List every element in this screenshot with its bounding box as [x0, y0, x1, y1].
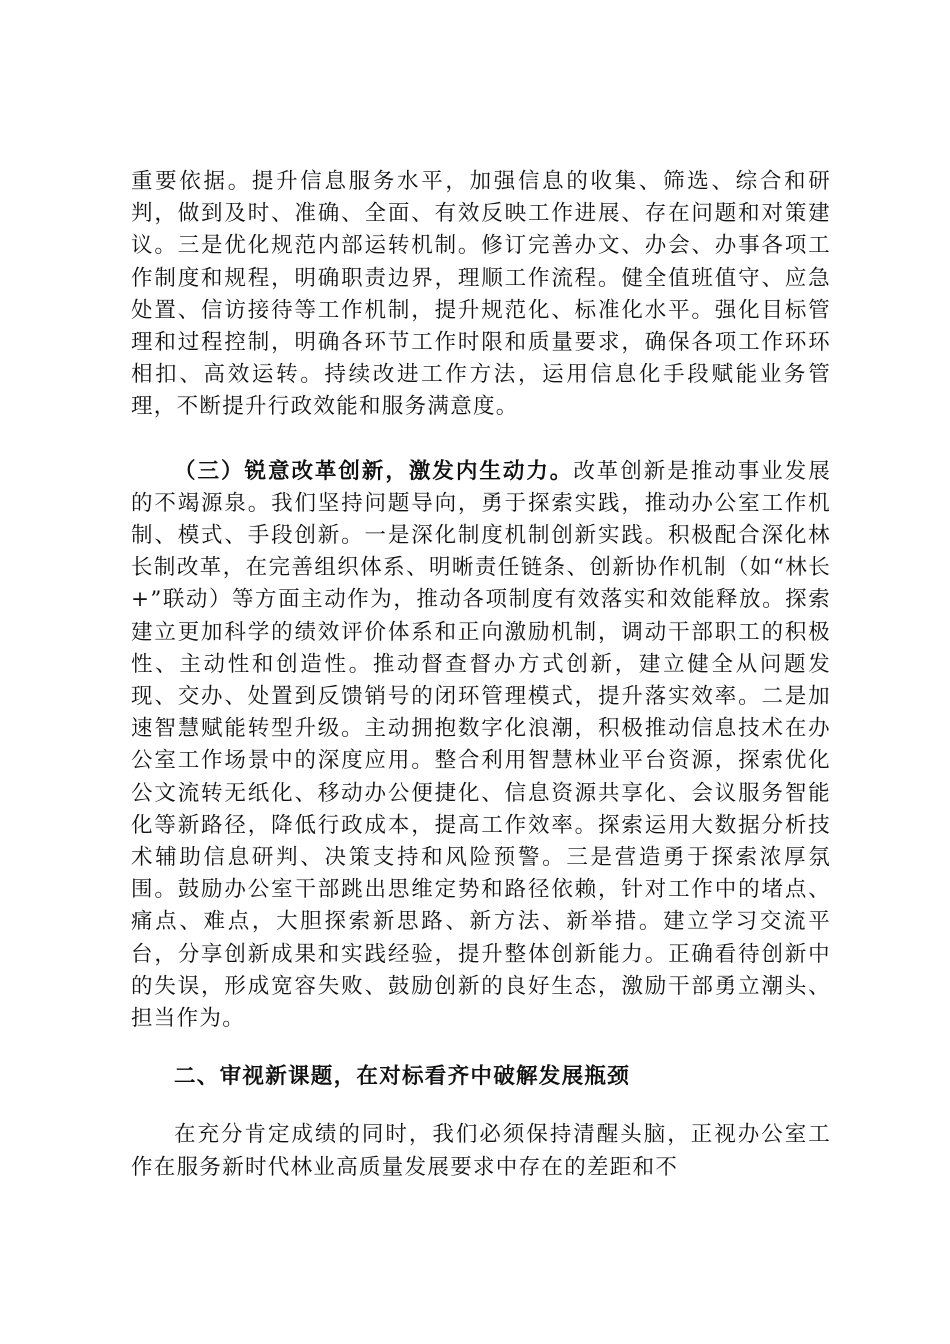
body-paragraph-final: 在充分肯定成绩的同时，我们必须保持清醒头脑，正视办公室工作在服务新时代林业高质量发展要求中存在的差距和不	[131, 1122, 831, 1180]
section-body-text: 改革创新是推动事业发展的不竭源泉。我们坚持问题导向，勇于探索实践，推动办公室工作机制、模式、手段创新。一是深化制度机制创新实践。积极配合深化林长制改革，在完善组织体系、明晰责任链条、创新协作机制（如“林长+”联动）等方面主动作为，推动各项制度有效落实和效能释放。探索建立更加科学的绩效评价体系和正向激励机制，调动干部职工的积极性、主动性和创造性。推动督查督办方式创新，建立健全从问题发现、交办、处置到反馈销号的闭环管理模式，提升落实效率。二是加速智慧赋能转型升级。主动拥抱数字化浪潮，积极推动信息技术在办公室工作场景中的深度应用。整合利用智慧林业平台资源，探索优化公文流转无纸化、移动办公便捷化、信息资源共享化、会议服务智能化等新路径，降低行政成本，提高工作效率。探索运用大数据分析技术辅助信息研判、决策支持和风险预警。三是营造勇于探索浓厚氛围。鼓励办公室干部跳出思维定势和路径依赖，针对工作中的堵点、痛点、难点，大胆探索新思路、新方法、新举措。建立学习交流平台，分享创新成果和实践经验，提升整体创新能力。正确看待创新中的失误，形成宽容失败、鼓励创新的良好生态，激励干部勇立潮头、担当作为。	[131, 458, 831, 1032]
section-paragraph	[131, 456, 831, 1036]
chapter-heading: 二、审视新课题，在对标看齐中破解发展瓶颈	[174, 1064, 631, 1090]
section-title: （三）锐意改革创新，激发内生动力。	[174, 458, 574, 484]
body-paragraph: 重要依据。提升信息服务水平，加强信息的收集、筛选、综合和研判，做到及时、准确、全面、有效反映工作进展、存在问题和对策建议。三是优化规范内部运转机制。修订完善办文、办会、办事各项工作制度和规程，明确职责边界，理顺工作流程。健全值班值守、应急处置、信访接待等工作机制，提升规范化、标准化水平。强化目标管理和过程控制，明确各环节工作时限和质量要求，确保各项工作环环相扣、高效运转。持续改进工作方法，运用信息化手段赋能业务管理，不断提升行政效能和服务满意度。	[131, 169, 831, 420]
document-body	[131, 166, 831, 1184]
